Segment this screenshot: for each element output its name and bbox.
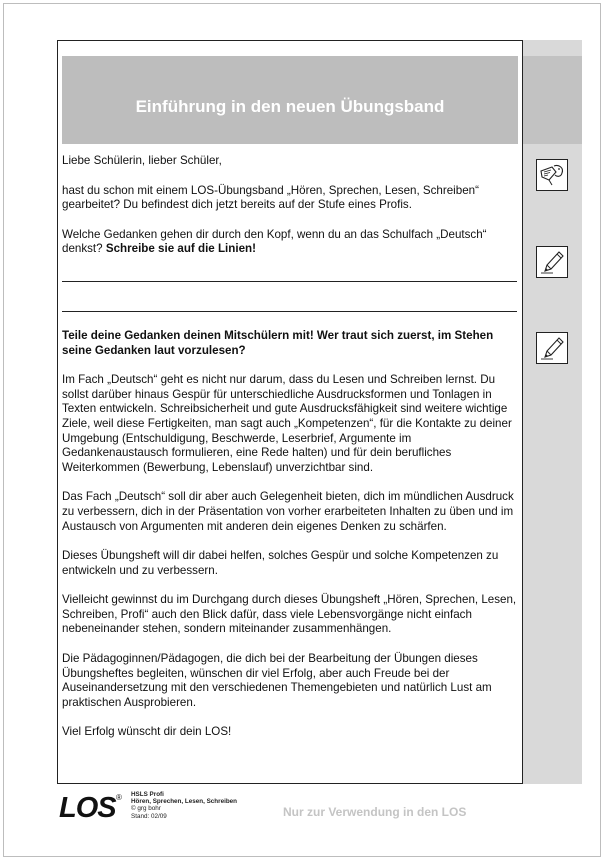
logo-text: LOS	[59, 792, 116, 822]
footer-product: HSLS Profi	[131, 791, 164, 798]
share-instruction	[62, 329, 517, 358]
question-paragraph	[62, 228, 517, 257]
title-banner	[62, 56, 518, 144]
sidebar-strip	[523, 40, 582, 784]
footer-meta	[131, 791, 237, 820]
subject-paragraph: Im Fach „Deutsch“ geht es nicht nur darum, dass du Lesen und Schreiben lernst. Du sollst darüber hinaus Gespür für unterschiedliche Ausdrucksformen und Tonlagen in Texten entwickeln. Schreibsicherheit und gute Ausdrucksfähigkeit sind weitere wichtige Ziele, weil diese Fertigkeiten, man sagt auch „Kompetenzen“, für die Kontakte zu deiner Umgebung (Entschuldigung, Beschwerde, Leserbrief, Argumente im Gedankenaustausch formulieren, eine Rede halten) und für dein berufliches Weiterkommen (Bewerbung, Lebenslauf) unverzichtbar sind.	[62, 373, 512, 474]
writing-line-1[interactable]	[62, 281, 517, 282]
los-logo	[58, 790, 124, 822]
document-body	[62, 154, 517, 755]
footer-date: Stand: 02/09	[131, 812, 167, 820]
footer-copyright: © grg bohr	[131, 805, 161, 813]
page-title: Einführung in den neuen Übungsband	[135, 97, 445, 116]
logo-registered: ®	[116, 793, 122, 802]
pencil-icon	[536, 332, 568, 364]
intro-paragraph: hast du schon mit einem LOS-Übungsband „Hören, Sprechen, Lesen, Schreiben“ gearbeitet? Du befindest dich jetzt bereits auf der Stufe eines Profis.	[62, 183, 479, 212]
question-text: Welche Gedanken gehen dir durch den Kopf, wenn du an das Schulfach „Deutsch“ denkst?	[62, 227, 487, 256]
pencil-icon	[536, 246, 568, 278]
speech-icon	[536, 159, 568, 191]
share-instruction-text: Teile deine Gedanken deinen Mitschülern mit! Wer traut sich zuerst, im Stehen seine Gedanken laut vorzulesen?	[62, 328, 494, 357]
usage-note: Nur zur Verwendung in den LOS	[283, 805, 467, 819]
closing-line: Viel Erfolg wünscht dir dein LOS!	[62, 725, 232, 739]
workbook-paragraph: Dieses Übungsheft will dir dabei helfen, solches Gespür und solche Kompetenzen zu entwickeln und zu verbessern.	[62, 549, 499, 577]
connections-paragraph: Vielleicht gewinnst du im Durchgang durch dieses Übungsheft „Hören, Sprechen, Lesen, Schreiben, Profi“ auch den Blick dafür, dass viele Lebensvorgänge nicht einfach nebeneinander stehen, sondern miteinander zusammenhängen.	[62, 593, 517, 636]
greeting: Liebe Schülerin, lieber Schüler,	[62, 154, 222, 167]
question-instruction: Schreibe sie auf die Linien!	[105, 242, 256, 256]
teachers-paragraph: Die Pädagoginnen/Pädagogen, die dich bei der Bearbeitung der Übungen dieses Übungsheftes begleiten, wünschen dir viel Erfolg, aber auch Freude bei der Auseinandersetzung mit den verschiedenen Themengebieten und natürlich Lust am praktischen Ausprobieren.	[62, 652, 492, 709]
writing-line-2[interactable]	[62, 311, 517, 312]
footer-subtitle: Hören, Sprechen, Lesen, Schreiben	[131, 798, 238, 806]
sidebar-header-block	[523, 56, 582, 144]
oral-paragraph: Das Fach „Deutsch“ soll dir aber auch Gelegenheit bieten, dich im mündlichen Ausdruck zu verbessern, dich in der Präsentation von vorher erarbeiteten Inhalten zu üben und im Austausch von Argumenten mit anderen dein eigenes Denken zu schärfen.	[62, 490, 514, 533]
